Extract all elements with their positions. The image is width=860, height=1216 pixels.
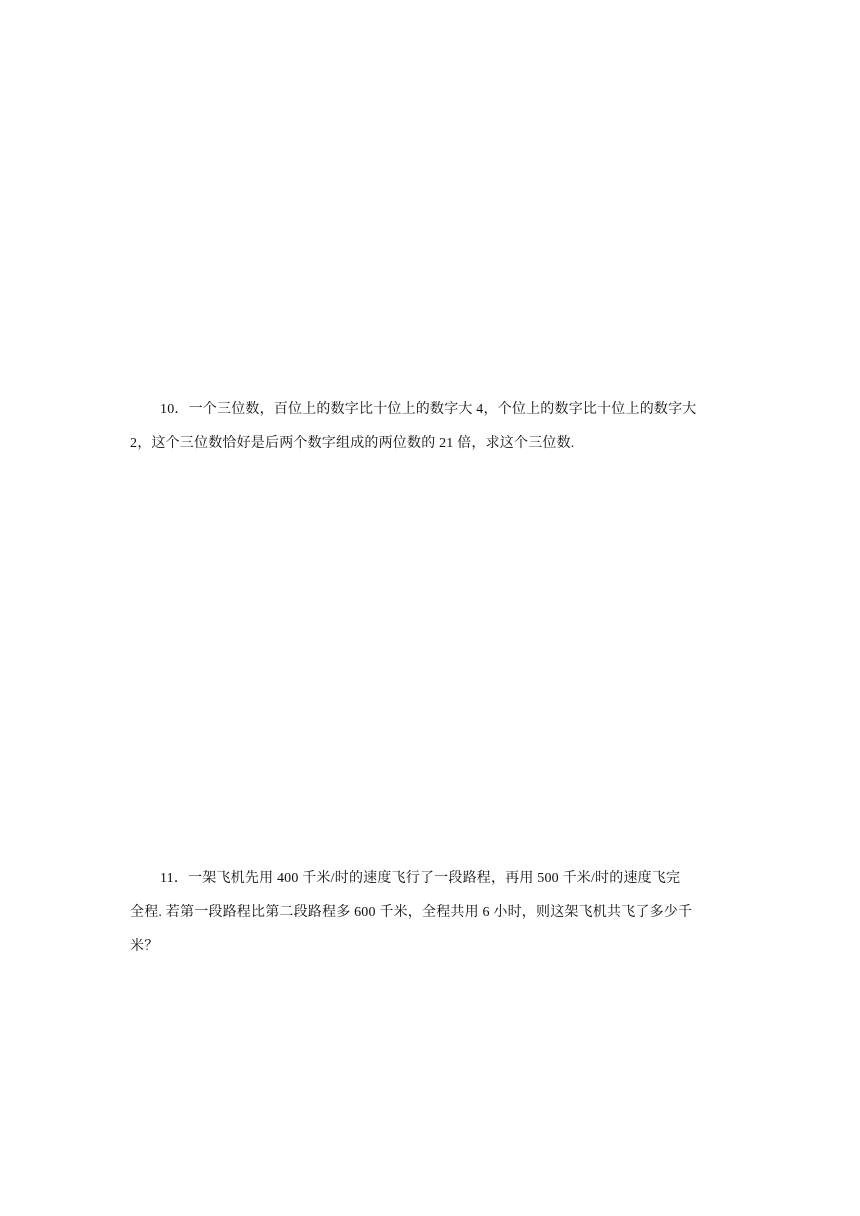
- problem-11-line-1: 11．一架飞机先用 400 千米/时的速度飞行了一段路程，再用 500 千米/时的速度飞完: [160, 871, 681, 886]
- problem-10-line-2: 2，这个三位数恰好是后两个数字组成的两位数的 21 倍，求这个三位数.: [130, 436, 575, 451]
- problem-11-line-2: 全程. 若第一段路程比第二段路程多 600 千米，全程共用 6 小时，则这架飞机共飞了多少千: [130, 905, 693, 920]
- problem-10-line-1: 10．一个三位数，百位上的数字比十位上的数字大 4，个位上的数字比十位上的数字大: [160, 402, 697, 417]
- problem-11-line-3: 米？: [130, 939, 159, 954]
- problem-11: [130, 862, 736, 964]
- problem-10: [130, 393, 736, 461]
